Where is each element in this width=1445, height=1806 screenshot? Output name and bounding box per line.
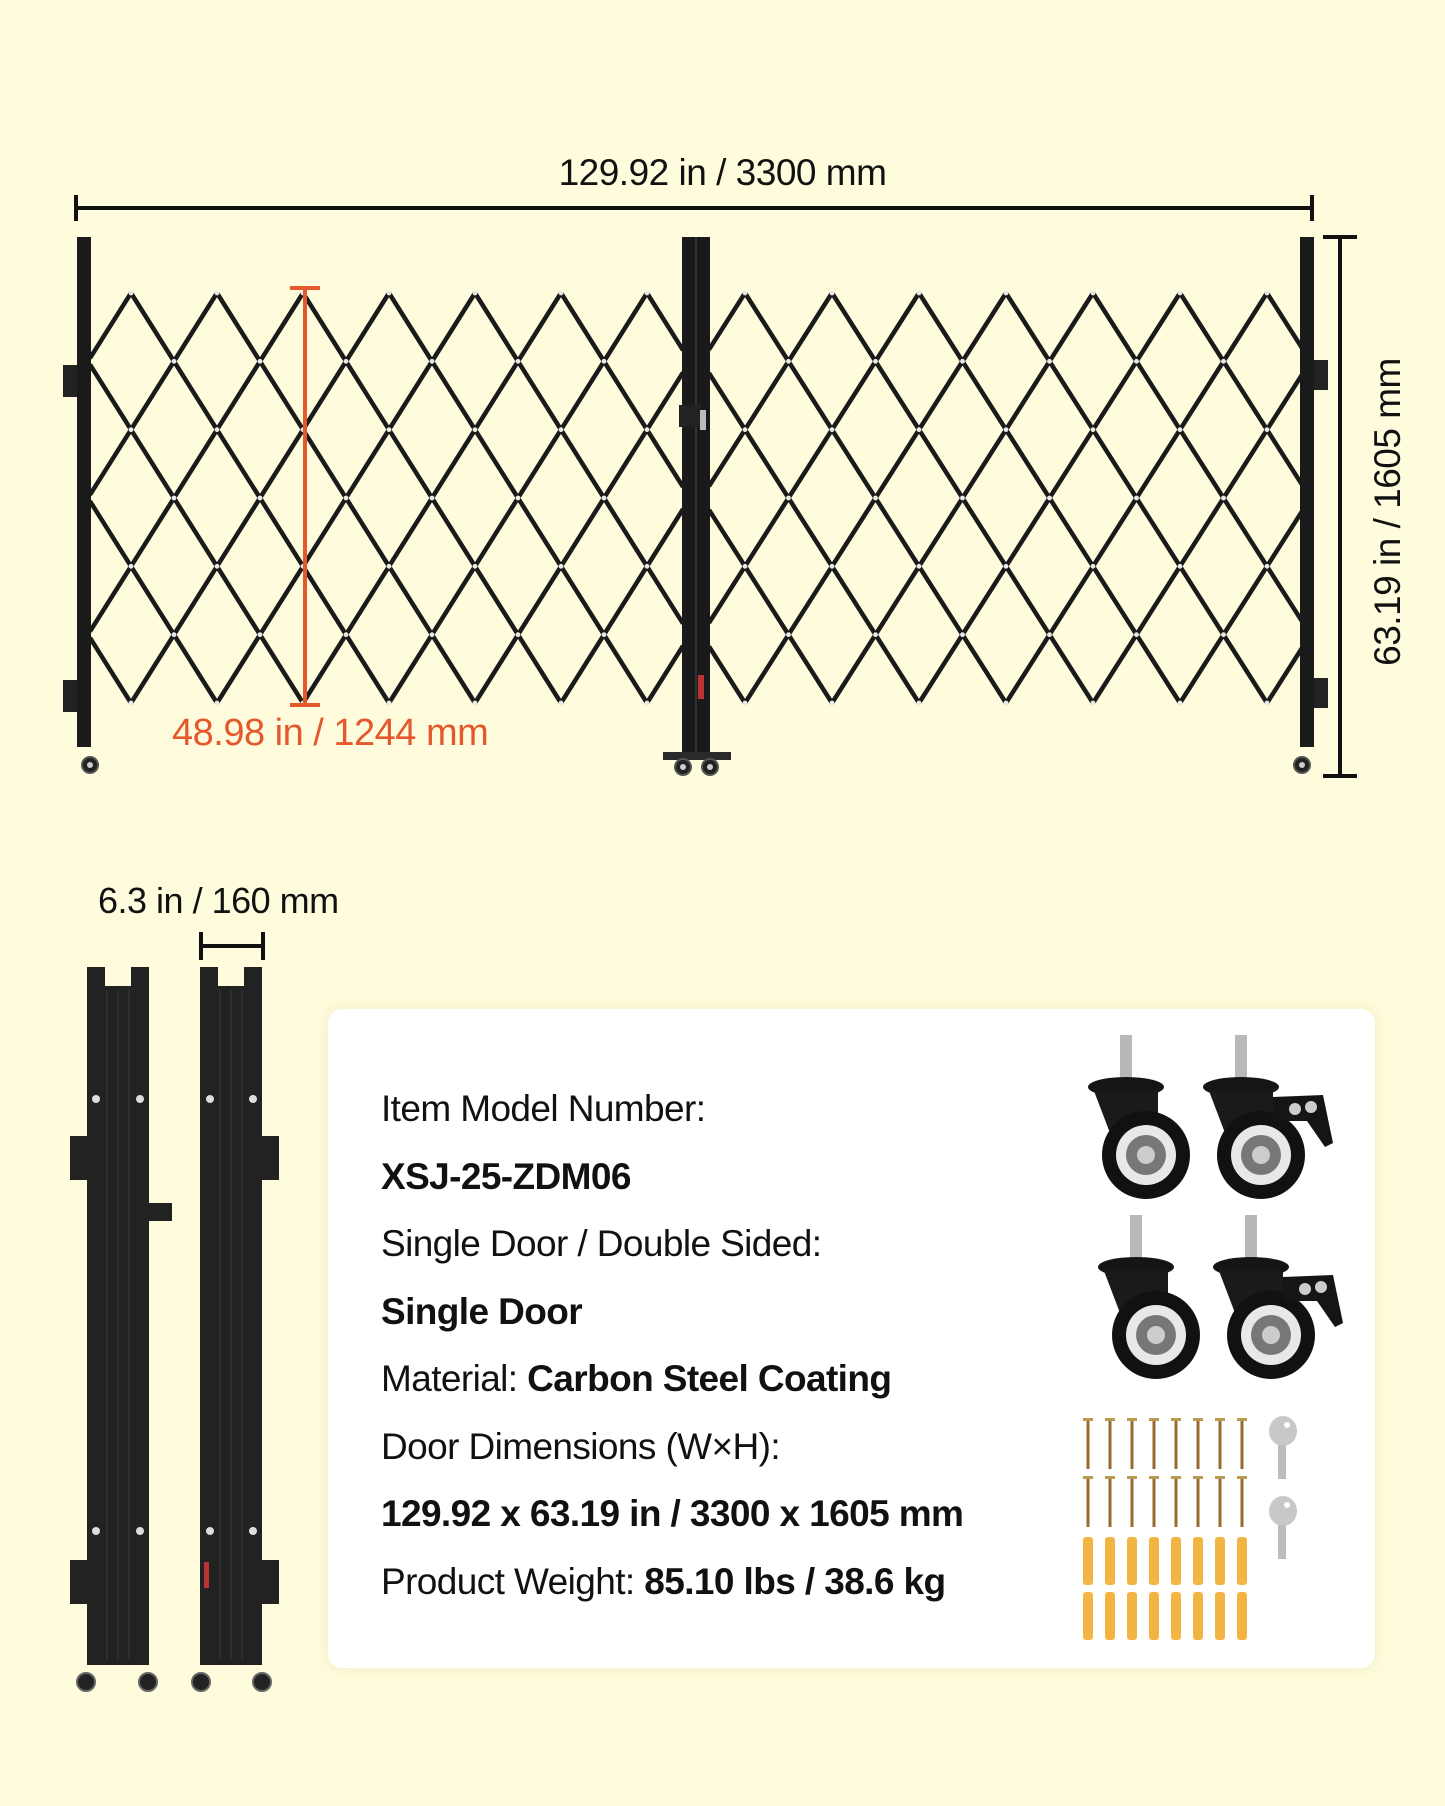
weight-value: 85.10 lbs / 38.6 kg [644,1560,946,1602]
folded-depth-dimension-line [201,932,263,960]
model-number-value: XSJ-25-ZDM06 [381,1155,631,1197]
material-value: Carbon Steel Coating [527,1358,892,1399]
width-dimension-line [76,195,1312,221]
door-type-label: Single Door / Double Sided: [381,1223,822,1264]
overall-height-label: 63.19 in / 1605 mm [1367,358,1408,666]
material-row [381,1345,1081,1413]
folded-gate-left [70,967,172,1691]
folded-gate-right [192,967,279,1691]
weight-row [381,1548,1081,1616]
model-number-label: Item Model Number: [381,1088,706,1129]
dimensions-label: Door Dimensions (W×H): [381,1425,781,1467]
right-post [1294,237,1328,773]
accessories-illustration [1050,1025,1350,1665]
dimensions-value: 129.92 x 63.19 in / 3300 x 1605 mm [381,1493,964,1534]
weight-label: Product Weight: [381,1560,635,1602]
spec-list [381,1075,1081,1615]
door-type-value: Single Door [381,1290,583,1332]
overall-width-label: 129.92 in / 3300 mm [558,152,887,193]
mounting-hardware [1083,1416,1297,1640]
material-label: Material: [381,1358,518,1399]
lattice-height-indicator [290,288,320,705]
height-dimension-line [1323,237,1357,776]
folded-depth-label: 6.3 in / 160 mm [98,880,339,921]
lattice-height-label: 48.98 in / 1244 mm [172,712,489,754]
center-post [663,237,731,775]
caster-wheels [1088,1035,1343,1379]
